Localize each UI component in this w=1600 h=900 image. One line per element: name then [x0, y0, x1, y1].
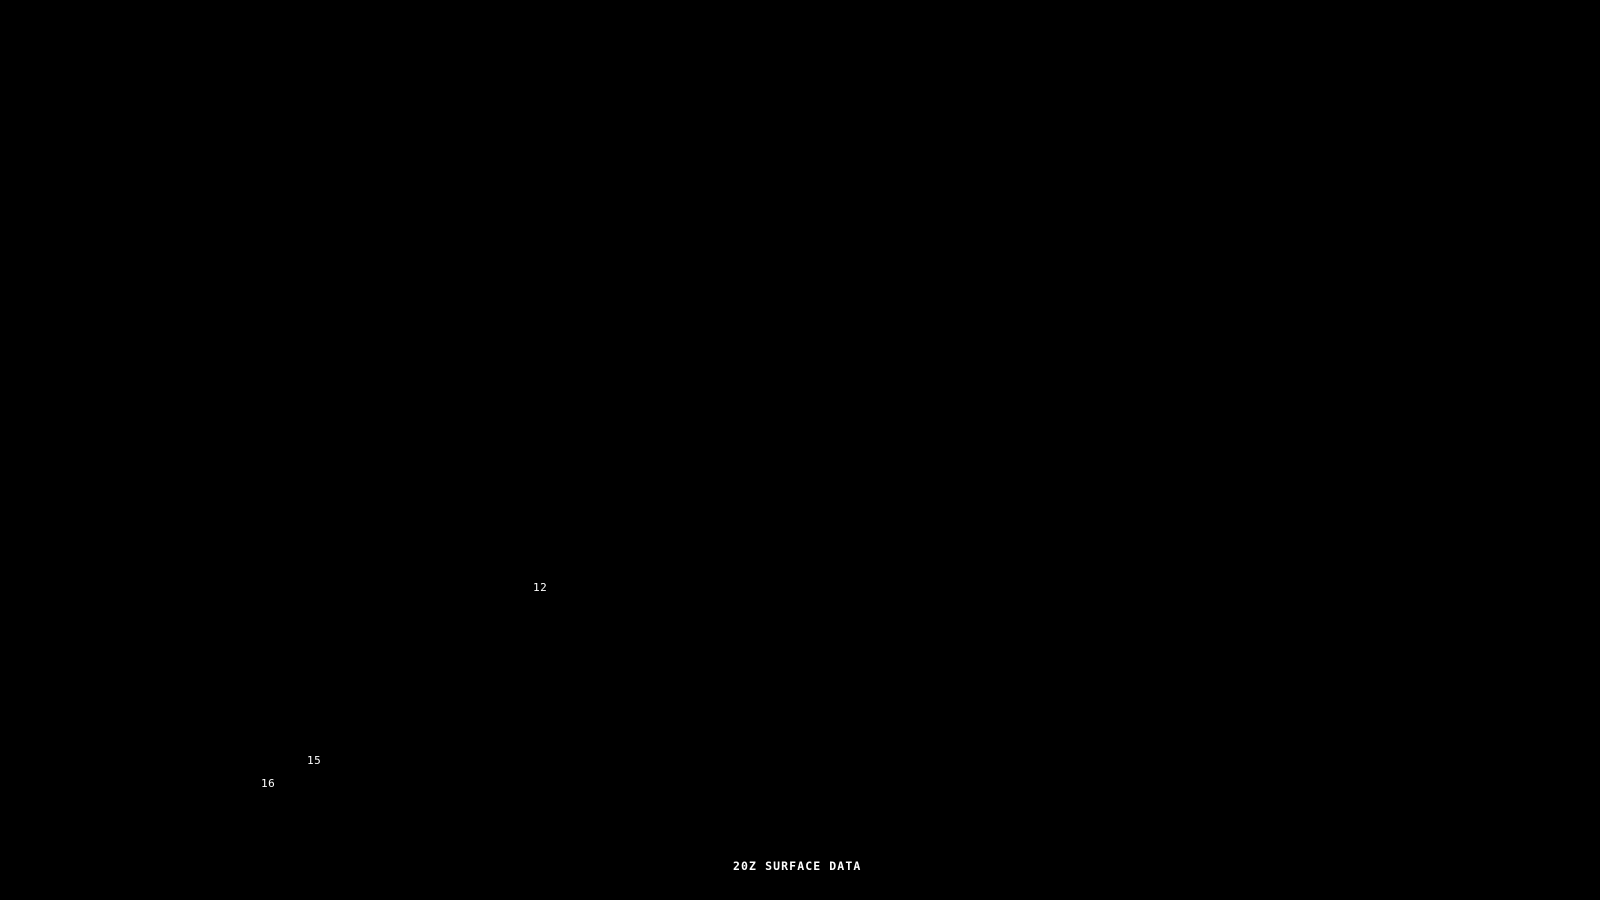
station-value-2: 15	[307, 754, 322, 767]
station-value-3: 16	[261, 777, 276, 790]
station-value-1: 12	[533, 581, 548, 594]
map-title-caption: 20Z SURFACE DATA	[733, 859, 862, 873]
